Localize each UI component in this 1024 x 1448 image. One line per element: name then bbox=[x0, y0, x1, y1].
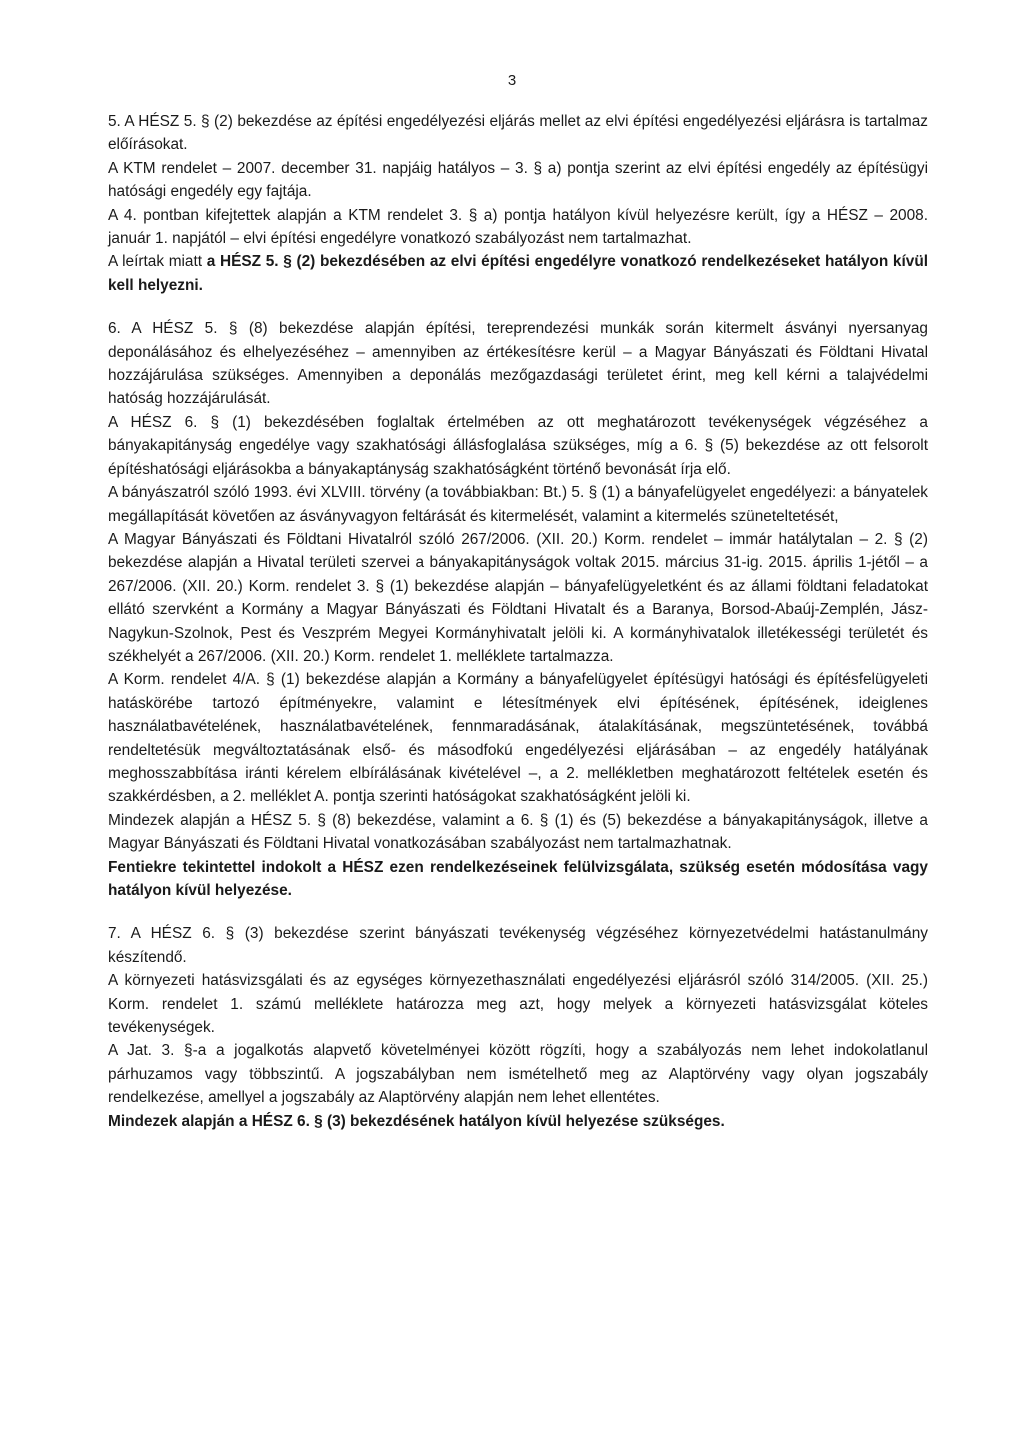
section5-conclusion-lead: A leírtak miatt bbox=[108, 253, 207, 271]
section6-paragraph-6: Mindezek alapján a HÉSZ 5. § (8) bekezdése, valamint a 6. § (1) és (5) bekezdése a bányakapitányságok, illetve a Magyar Bányászati és Földtani Hivatal vonatkozásában szabályozást nem tartalmazhatnak. bbox=[108, 811, 928, 853]
section5-conclusion-bold: a HÉSZ 5. § (2) bekezdésében az elvi építési engedélyre vonatkozó rendelkezéseket hatályon kívül kell helyezni. bbox=[108, 253, 928, 294]
page-number: 3 bbox=[507, 72, 517, 89]
section5-paragraph-2: A KTM rendelet – 2007. december 31. napjáig hatályos – 3. § a) pontja szerint az elvi építési engedély az építésügyi hatósági engedély egy fajtája. bbox=[108, 159, 928, 201]
section7-paragraph-3: A Jat. 3. §-a a jogalkotás alapvető követelményei között rögzíti, hogy a szabályozás nem lehet indokolatlanul párhuzamos vagy többszintű. A jogszabályban nem ismételhető meg az Alaptörvény vagy olyan jogszabály rendelkezése, amellyel a jogszabály az Alaptörvény alapján nem lehet ellentétes. bbox=[108, 1042, 928, 1107]
section-gap bbox=[108, 902, 928, 922]
section7-conclusion: Mindezek alapján a HÉSZ 6. § (3) bekezdésének hatályon kívül helyezése szükséges. bbox=[108, 1112, 725, 1130]
section7-paragraph-2: A környezeti hatásvizsgálati és az egységes környezethasználati engedélyezési eljárásról szóló 314/2005. (XII. 25.) Korm. rendelet 1. számú melléklete határozza meg azt, hogy melyek a környezeti hatásvizsgálat köteles tevékenységek. bbox=[108, 972, 928, 1037]
section5-paragraph-1: 5. A HÉSZ 5. § (2) bekezdése az építési engedélyezési eljárás mellet az elvi építési engedélyezési eljárásra is tartalmaz előírásokat. bbox=[108, 113, 928, 154]
section6-paragraph-3: A bányászatról szóló 1993. évi XLVIII. törvény (a továbbiakban: Bt.) 5. § (1) a bányafelügyelet engedélyezi: a bányatelek megállapítását követően az ásványvagyon feltárását és kitermelését, valamint a kitermelés szüneteltetését, bbox=[108, 484, 928, 525]
section6-paragraph-5: A Korm. rendelet 4/A. § (1) bekezdése alapján a Kormány a bányafelügyelet építésügyi hatósági és építésfelügyeleti hatáskörébe tartozó építményekre, valamint e létesítmények elvi építésének, építésének, ideiglenes használatbavételének, használatbavételének, fennmaradásának, átalakításának, megszüntetésének, továbbá rendeltetésük megváltoztatásának első- és másodfokú engedélyezési eljárásában – az engedély hatályának meghosszabbítása iránti kérelem elbírálásának kivételével –, a 2. mellékletben meghatározott feltételek esetén és szakkérdésben, a 2. melléklet A. pontja szerinti hatóságokat szakhatóságként jelöli ki. bbox=[108, 671, 928, 806]
document-body bbox=[108, 110, 928, 1133]
section6-paragraph-4: A Magyar Bányászati és Földtani Hivatalról szóló 267/2006. (XII. 20.) Korm. rendelet – immár hatálytalan – 2. § (2) bekezdése alapján a Hivatal területi szervei a bányakapitányságok voltak 2015. március 31-ig. 2015. április 1-jétől – a 267/2006. (XII. 20.) Korm. rendelet 3. § (1) bekezdése alapján – bányafelügyeletként és az állami földtani feladatokat ellátó szervként a Kormány a Magyar Bányászati és Földtani Hivatalt és a Baranya, Borsod-Abaúj-Zemplén, Jász-Nagykun-Szolnok, Pest és Veszprém Megyei Kormányhivatalt jelöli ki. A kormányhivatalok illetékességi területét és székhelyét a 267/2006. (XII. 20.) Korm. rendelet 1. melléklete tartalmazza. bbox=[108, 530, 928, 665]
section-gap bbox=[108, 297, 928, 317]
section6-paragraph-1: 6. A HÉSZ 5. § (8) bekezdése alapján építési, tereprendezési munkák során kitermelt ásványi nyersanyag deponálásához és elhelyezéséhez – amennyiben az értékesítésre kerül – a Magyar Bányászati és Földtani Hivatal hozzájárulása szükséges. Amennyiben a deponálás mezőgazdasági területet érint, meg kell kérni a talajvédelmi hatóság hozzájárulását. bbox=[108, 320, 928, 408]
section6-conclusion: Fentiekre tekintettel indokolt a HÉSZ ezen rendelkezéseinek felülvizsgálata, szükség esetén módosítása vagy hatályon kívül helyezése. bbox=[108, 858, 928, 899]
section5-conclusion bbox=[108, 250, 928, 297]
section6-paragraph-2: A HÉSZ 6. § (1) bekezdésében foglaltak értelmében az ott meghatározott tevékenységek végzéséhez a bányakapitányság engedélye vagy szakhatósági állásfoglalása szükséges, míg a 6. § (5) bekezdése az ott felsorolt építéshatósági eljárásokba a bányakaptányság szakhatóságként történő bevonását írja elő. bbox=[108, 413, 928, 478]
section7-paragraph-1: 7. A HÉSZ 6. § (3) bekezdése szerint bányászati tevékenység végzéséhez környezetvédelmi hatástanulmány készítendő. bbox=[108, 925, 928, 966]
section5-paragraph-3: A 4. pontban kifejtettek alapján a KTM rendelet 3. § a) pontja hatályon kívül helyezésre került, így a HÉSZ – 2008. január 1. napjától – elvi építési engedélyre vonatkozó szabályozást nem tartalmazhat. bbox=[108, 206, 928, 248]
